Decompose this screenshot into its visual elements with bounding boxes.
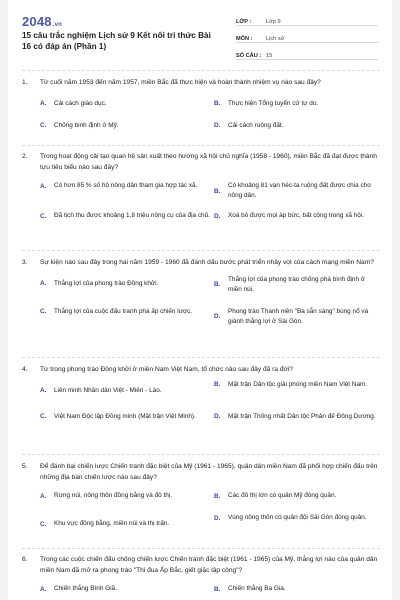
document-meta bbox=[236, 12, 378, 63]
question-number: 4. bbox=[22, 366, 28, 373]
divider bbox=[22, 548, 380, 549]
option-text: Chống binh định ở Mỹ. bbox=[54, 121, 119, 129]
option-letter: D. bbox=[214, 413, 221, 420]
option-text: Chiến thắng Ba Gia. bbox=[228, 585, 286, 592]
option-group bbox=[40, 376, 380, 442]
question-6 bbox=[22, 555, 380, 596]
option-letter: D. bbox=[214, 313, 221, 320]
divider bbox=[22, 250, 380, 251]
option-letter: B. bbox=[214, 100, 221, 107]
divider bbox=[22, 454, 380, 455]
option-text: Liên minh Nhân dân Việt - Miên - Lào. bbox=[54, 386, 162, 394]
option-letter: A. bbox=[40, 182, 47, 190]
option-a[interactable] bbox=[40, 491, 210, 501]
option-d[interactable] bbox=[214, 307, 380, 327]
option-text: Rừng núi, nông thôn đồng bằng và đô thị. bbox=[54, 492, 172, 499]
option-b[interactable] bbox=[214, 99, 380, 109]
option-c[interactable] bbox=[40, 121, 210, 131]
option-letter: C. bbox=[40, 308, 47, 315]
meta-row-subject bbox=[236, 29, 378, 43]
option-a[interactable] bbox=[40, 99, 210, 109]
option-text: Chiến thắng Bình Giã. bbox=[54, 585, 117, 592]
document-header bbox=[8, 0, 392, 58]
question-text: Từ cuối năm 1953 đến năm 1957, miền Bắc đã thực hiện và hoàn thành nhiệm vụ nào sau đây? bbox=[40, 79, 321, 86]
question-text: Trong các cuộc chiến đấu chống chiến lược Chiến tranh đặc biệt (1961 - 1965) của Mỹ, thắng lợi nào của quân dân miền Nam đã mở ra phong trào "Thi đua Ấp Bắc, giết giặc lập công"? bbox=[40, 556, 378, 574]
meta-row-class bbox=[236, 12, 378, 26]
option-text: Phong trào Thanh niên "Ba sẵn sàng" bùng nổ và giành thắng lợi ở Sài Gòn. bbox=[228, 307, 369, 325]
option-letter: A. bbox=[40, 100, 47, 107]
option-b[interactable] bbox=[214, 275, 380, 295]
option-c[interactable] bbox=[40, 412, 210, 422]
question-5 bbox=[22, 462, 380, 543]
option-b[interactable] bbox=[214, 380, 380, 390]
option-letter: B. bbox=[214, 492, 221, 500]
option-text: Khu vực đồng bằng, miền núi và thị trấn. bbox=[54, 520, 170, 527]
meta-label: LỚP : bbox=[236, 19, 252, 25]
option-letter: A. bbox=[40, 280, 47, 287]
option-group bbox=[40, 483, 380, 543]
option-letter: B. bbox=[214, 381, 221, 388]
divider bbox=[22, 357, 380, 358]
option-text: Thắng lợi của phong trào Đồng khởi. bbox=[54, 279, 159, 287]
question-number: 2. bbox=[22, 153, 28, 160]
question-text: Từ trong phong trào Đồng khởi ở miền Nam Việt Nam, tổ chức nào sau đây đã ra đời? bbox=[40, 366, 293, 373]
option-a[interactable] bbox=[40, 279, 210, 289]
option-text: Thắng lợi của cuộc đấu tranh phá ấp chiến lược. bbox=[54, 307, 193, 315]
option-b[interactable] bbox=[214, 181, 380, 201]
option-letter: B. bbox=[214, 585, 221, 593]
meta-row-count bbox=[236, 46, 378, 60]
site-logo[interactable] bbox=[22, 14, 62, 29]
page-title: 15 câu trắc nghiệm Lịch sử 9 Kết nối tri thức Bài 16 có đáp án (Phần 1) bbox=[22, 31, 211, 51]
option-letter: B. bbox=[214, 187, 221, 195]
option-text: Mặt trận Dân tộc giải phóng miền Nam Việt Nam. bbox=[228, 380, 368, 388]
option-d[interactable] bbox=[214, 121, 380, 131]
question-number: 3. bbox=[22, 259, 28, 266]
option-text: Thực hiện Tổng tuyển cử tự do. bbox=[228, 99, 319, 107]
option-letter: C. bbox=[40, 122, 47, 129]
option-text: Thắng lợi của phong trào chống phá bình định ở miền núi. bbox=[228, 275, 366, 293]
option-letter: D. bbox=[214, 122, 221, 129]
divider bbox=[22, 145, 380, 146]
option-text: Có hơn 85 % số hộ nông dân tham gia hợp tác xã. bbox=[54, 182, 198, 189]
option-letter: A. bbox=[40, 387, 47, 394]
option-text: Các đô thị lớn có quân Mỹ đóng quân. bbox=[228, 492, 337, 499]
option-text: Có khoảng 81 vạn héc-ta ruộng đất được chia cho nông dân. bbox=[228, 182, 371, 199]
option-text: Đã tịch thu được khoảng 1,8 triệu nông cụ của địa chủ. bbox=[54, 212, 210, 219]
question-text: Sự kiện nào sau đây trong hai năm 1959 - 1960 đã đánh dấu bước phát triển nhảy vọt của cách mạng miền Nam? bbox=[40, 259, 374, 266]
option-b[interactable] bbox=[214, 584, 380, 594]
question-2 bbox=[22, 152, 380, 239]
option-letter: C. bbox=[40, 520, 47, 528]
option-c[interactable] bbox=[40, 307, 210, 317]
option-text: Xoá bỏ được mọi áp bức, bất công trong xã hội. bbox=[228, 212, 365, 219]
option-group bbox=[40, 269, 380, 335]
meta-value: 15 bbox=[266, 53, 273, 59]
option-letter: A. bbox=[40, 492, 47, 500]
question-text: Trong hoạt động cải tạo quan hệ sản xuất theo hướng xã hội chủ nghĩa (1958 - 1960), miền Bắc đã đạt được thành tựu tiêu biểu nào sau đây? bbox=[40, 153, 377, 171]
question-number: 6. bbox=[22, 556, 28, 563]
option-letter: C. bbox=[40, 413, 47, 420]
option-c[interactable] bbox=[40, 519, 210, 529]
option-a[interactable] bbox=[40, 181, 210, 191]
option-letter: B. bbox=[214, 281, 221, 288]
question-number: 1. bbox=[22, 79, 28, 86]
logo-suffix: .vn bbox=[52, 22, 63, 28]
option-text: Mặt trận Thống nhất Dân tộc Phản đế Đông Dương. bbox=[228, 412, 376, 420]
option-letter: D. bbox=[214, 514, 221, 522]
option-d[interactable] bbox=[214, 412, 380, 422]
logo-text: 2048 bbox=[22, 14, 52, 29]
option-group bbox=[40, 89, 380, 141]
meta-value: Lịch sử bbox=[266, 36, 285, 42]
option-group bbox=[40, 576, 380, 596]
document-page bbox=[8, 0, 392, 600]
option-d[interactable] bbox=[214, 513, 380, 523]
question-text: Để đánh bại chiến lược Chiến tranh đặc biệt của Mỹ (1961 - 1965), quân dân miền Nam đã phối hợp chiến đấu trên những địa bàn chiến lược nào sau đây? bbox=[40, 463, 378, 481]
option-c[interactable] bbox=[40, 211, 210, 221]
option-a[interactable] bbox=[40, 584, 210, 594]
question-number: 5. bbox=[22, 463, 28, 470]
option-text: Cải cách ruộng đất. bbox=[228, 121, 284, 129]
meta-value: Lớp 9 bbox=[266, 19, 281, 25]
option-text: Vùng nông thôn có quân đội Sài Gòn đóng quân. bbox=[228, 514, 367, 521]
meta-label: MÔN : bbox=[236, 36, 253, 42]
option-text: Việt Nam Độc lập Đồng minh (Mặt trận Việt Minh). bbox=[54, 412, 196, 420]
option-text: Cải cách giáo dục. bbox=[54, 99, 107, 107]
option-group bbox=[40, 173, 380, 239]
meta-label: SỐ CÂU : bbox=[236, 53, 262, 59]
divider bbox=[22, 70, 380, 71]
option-b[interactable] bbox=[214, 491, 380, 501]
option-letter: D. bbox=[214, 212, 221, 220]
option-a[interactable] bbox=[40, 386, 210, 396]
option-letter: A. bbox=[40, 585, 47, 593]
question-1 bbox=[22, 78, 380, 141]
question-4 bbox=[22, 365, 380, 442]
option-d[interactable] bbox=[214, 211, 380, 221]
question-3 bbox=[22, 258, 380, 335]
option-letter: C. bbox=[40, 212, 47, 220]
